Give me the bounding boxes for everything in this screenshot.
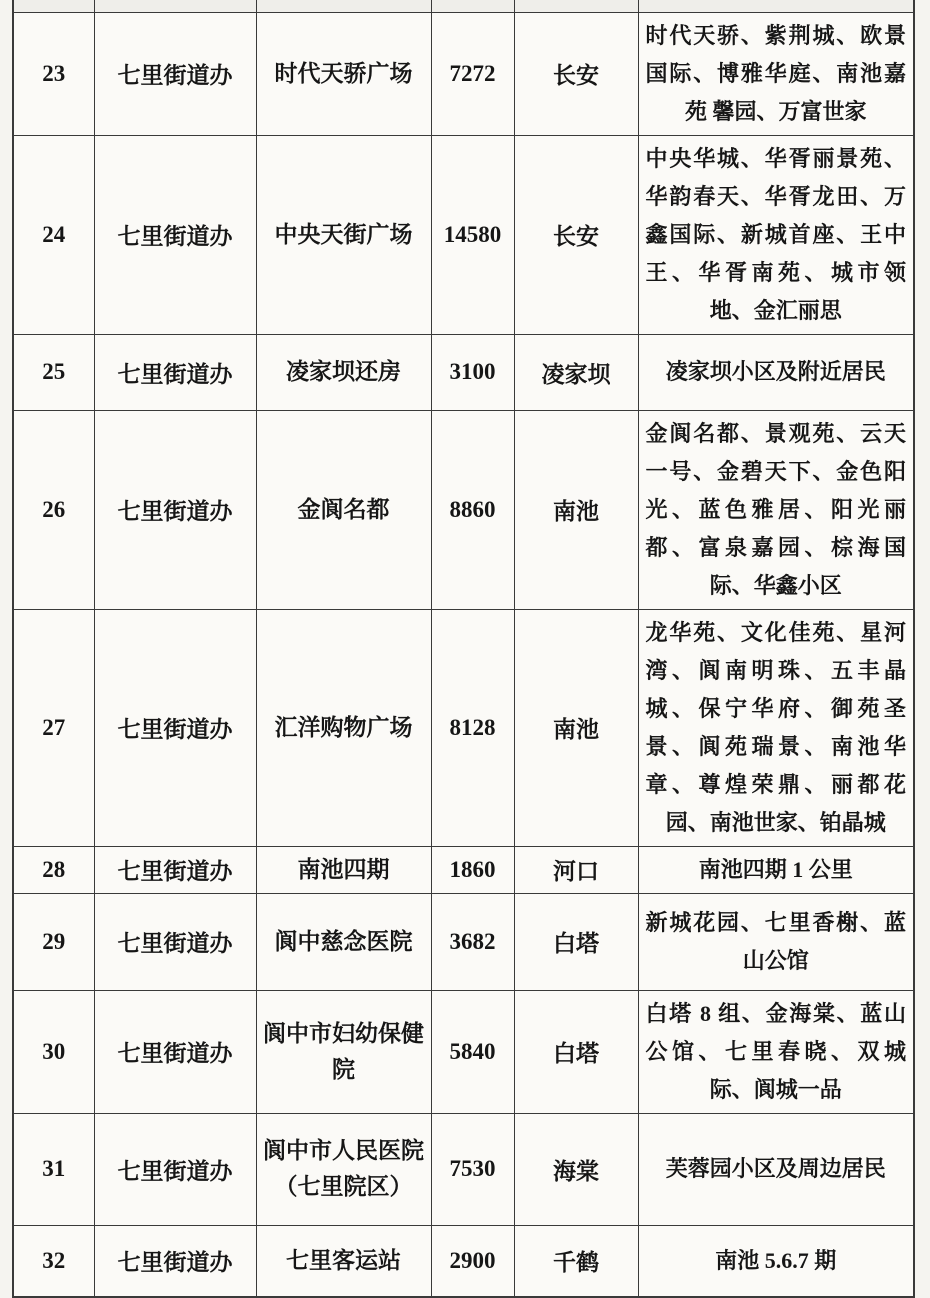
cell-coverage: 白塔 8 组、金海棠、蓝山公馆、七里春晓、双城际、阆城一品 [638,990,914,1113]
cell-village: 凌家坝 [514,334,638,410]
cell-empty [638,0,914,12]
cell-site: 汇洋购物广场 [256,609,431,846]
cell-village: 长安 [514,12,638,135]
cell-village: 南池 [514,609,638,846]
table-row [13,609,914,846]
table-row [13,1113,914,1225]
cell-office: 七里街道办 [94,609,256,846]
cell-site: 阆中市人民医院（七里院区） [256,1113,431,1225]
cell-site: 南池四期 [256,846,431,893]
cell-site: 金阆名都 [256,410,431,609]
table-row [13,846,914,893]
cell-population: 3100 [431,334,514,410]
cell-seq: 24 [13,135,94,334]
table-row [13,893,914,990]
cell-population: 8128 [431,609,514,846]
cell-village: 白塔 [514,893,638,990]
cell-population: 7530 [431,1113,514,1225]
cell-seq: 32 [13,1225,94,1297]
cell-seq: 25 [13,334,94,410]
cell-site: 凌家坝还房 [256,334,431,410]
cell-coverage: 南池四期 1 公里 [638,846,914,893]
cell-office: 七里街道办 [94,12,256,135]
cell-seq: 23 [13,12,94,135]
table-row [13,334,914,410]
cell-seq: 27 [13,609,94,846]
cell-empty [13,0,94,12]
cell-village: 白塔 [514,990,638,1113]
cell-village: 海棠 [514,1113,638,1225]
cell-empty [94,0,256,12]
cell-empty [514,0,638,12]
cell-population: 1860 [431,846,514,893]
table-row [13,1225,914,1297]
cell-coverage: 中央华城、华胥丽景苑、华韵春天、华胥龙田、万鑫国际、新城首座、王中王、华胥南苑、城市领地、金汇丽思 [638,135,914,334]
cell-office: 七里街道办 [94,410,256,609]
cell-office: 七里街道办 [94,990,256,1113]
cell-site: 中央天街广场 [256,135,431,334]
cell-village: 长安 [514,135,638,334]
cell-office: 七里街道办 [94,334,256,410]
cell-village: 千鹤 [514,1225,638,1297]
cell-office: 七里街道办 [94,1225,256,1297]
table-row-partial [13,0,914,12]
cell-empty [431,0,514,12]
cell-population: 2900 [431,1225,514,1297]
cell-village: 南池 [514,410,638,609]
cell-office: 七里街道办 [94,846,256,893]
table-row [13,12,914,135]
cell-seq: 28 [13,846,94,893]
cell-office: 七里街道办 [94,893,256,990]
cell-site: 七里客运站 [256,1225,431,1297]
table-row [13,990,914,1113]
cell-coverage: 金阆名都、景观苑、云天一号、金碧天下、金色阳光、蓝色雅居、阳光丽都、富泉嘉园、棕海国际、华鑫小区 [638,410,914,609]
cell-seq: 31 [13,1113,94,1225]
cell-seq: 30 [13,990,94,1113]
cell-coverage: 龙华苑、文化佳苑、星河湾、阆南明珠、五丰晶城、保宁华府、御苑圣景、阆苑瑞景、南池华章、尊煌荣鼎、丽都花园、南池世家、铂晶城 [638,609,914,846]
cell-population: 8860 [431,410,514,609]
cell-coverage: 南池 5.6.7 期 [638,1225,914,1297]
cell-seq: 26 [13,410,94,609]
cell-seq: 29 [13,893,94,990]
cell-village: 河口 [514,846,638,893]
cell-coverage: 芙蓉园小区及周边居民 [638,1113,914,1225]
table-row [13,410,914,609]
cell-office: 七里街道办 [94,1113,256,1225]
cell-site: 阆中市妇幼保健院 [256,990,431,1113]
cell-coverage: 时代天骄、紫荆城、欧景国际、博雅华庭、南池嘉苑 馨园、万富世家 [638,12,914,135]
district-sites-table [12,0,915,1298]
cell-population: 14580 [431,135,514,334]
cell-population: 5840 [431,990,514,1113]
cell-population: 3682 [431,893,514,990]
cell-population: 7272 [431,12,514,135]
cell-empty [256,0,431,12]
table-row [13,135,914,334]
cell-coverage: 凌家坝小区及附近居民 [638,334,914,410]
cell-site: 时代天骄广场 [256,12,431,135]
cell-site: 阆中慈念医院 [256,893,431,990]
cell-coverage: 新城花园、七里香榭、蓝山公馆 [638,893,914,990]
cell-office: 七里街道办 [94,135,256,334]
